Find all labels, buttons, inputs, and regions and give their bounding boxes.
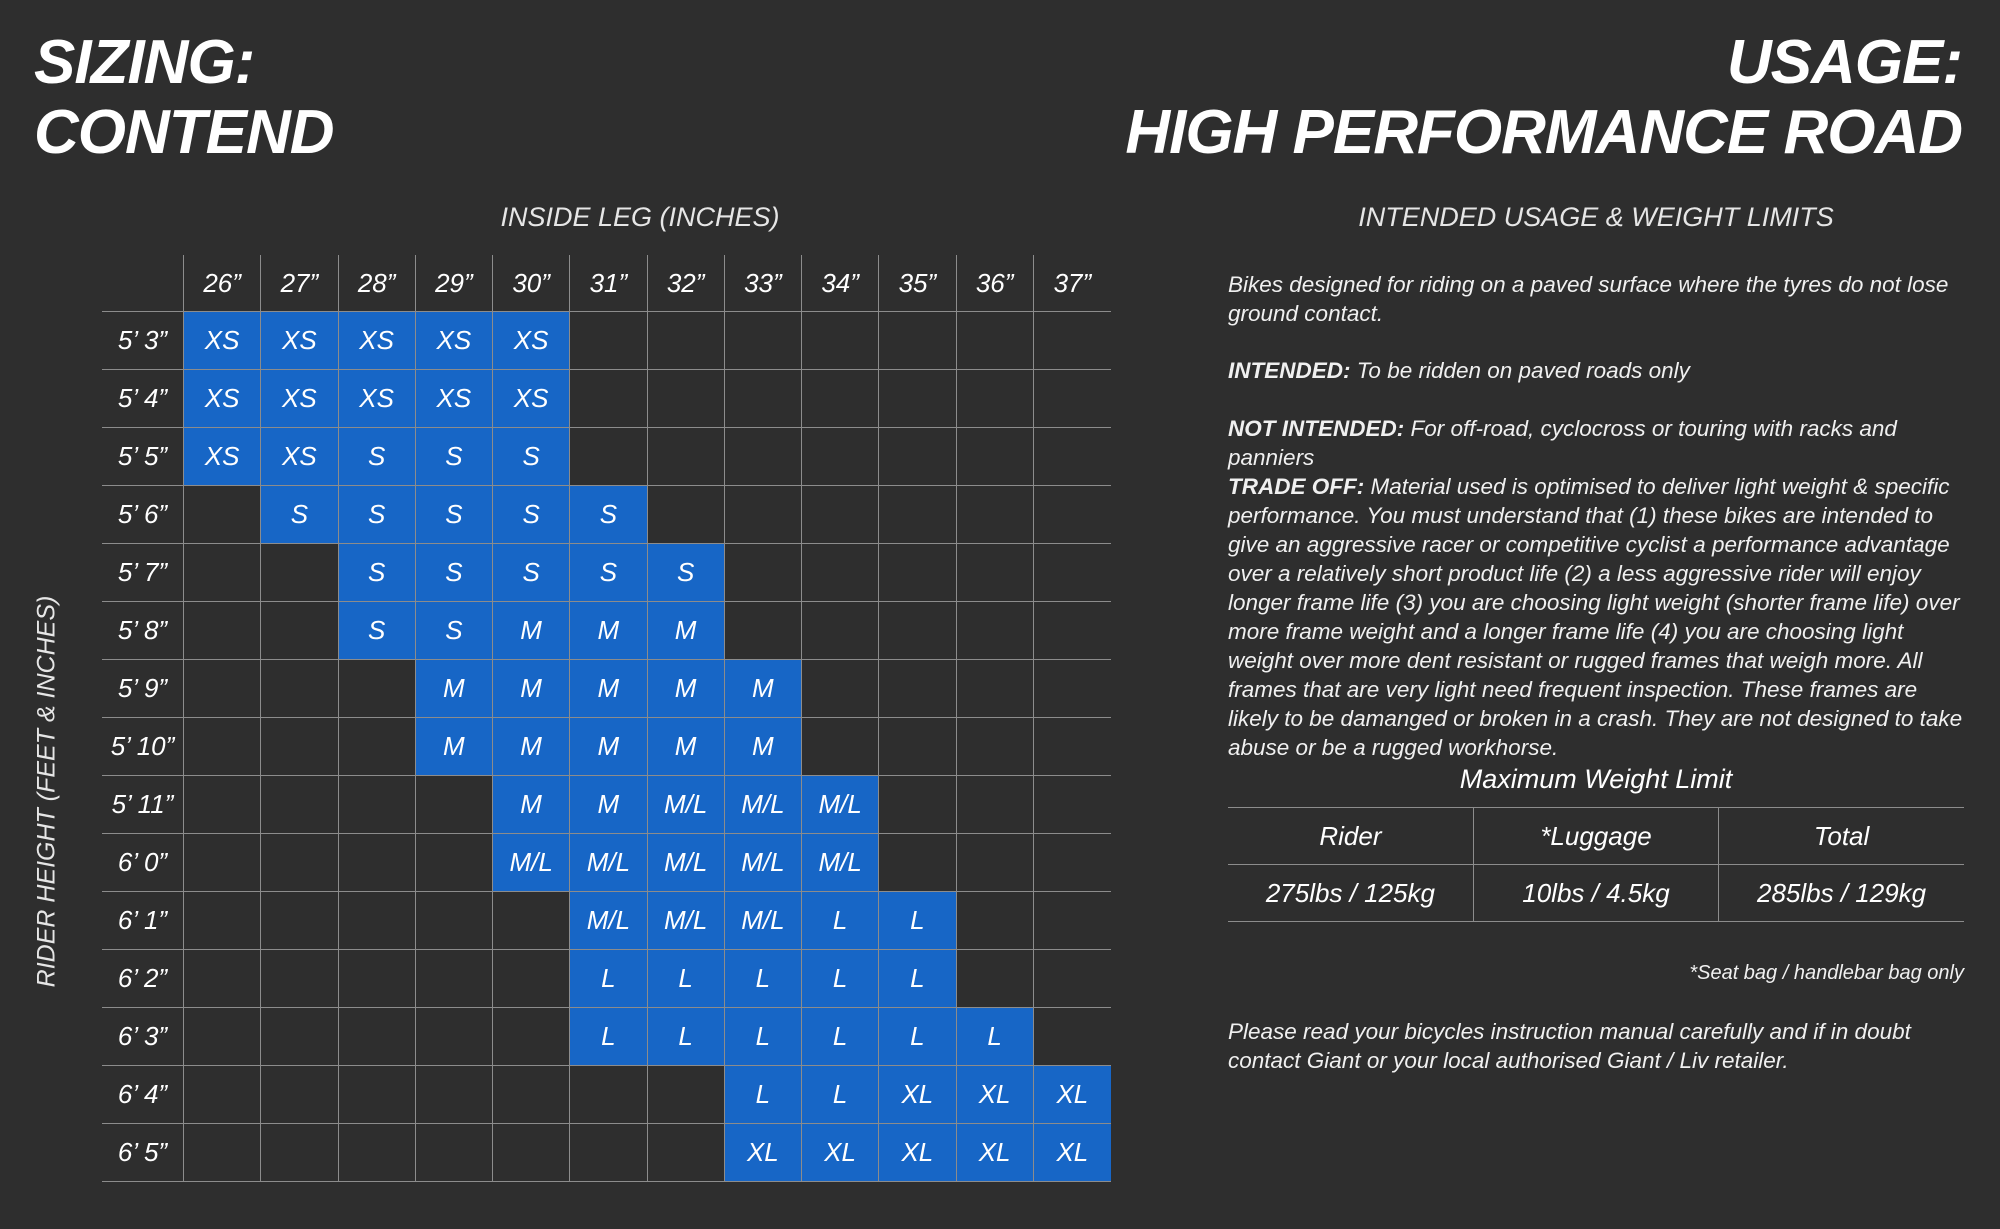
empty-cell [957, 428, 1034, 486]
empty-cell [1034, 1008, 1111, 1066]
empty-cell [261, 892, 338, 950]
size-cell: XS [184, 428, 261, 486]
size-cell: XL [802, 1124, 879, 1182]
usage-title [1125, 28, 1962, 168]
height-row-header: 6’ 2” [102, 950, 184, 1008]
size-cell: L [802, 1008, 879, 1066]
size-cell: S [339, 602, 416, 660]
luggage-footnote: *Seat bag / handlebar bag only [1689, 962, 1964, 984]
size-cell: L [802, 950, 879, 1008]
size-cell: M/L [802, 834, 879, 892]
empty-cell [957, 892, 1034, 950]
empty-cell [261, 602, 338, 660]
empty-cell [802, 312, 879, 370]
size-cell: S [493, 428, 570, 486]
empty-cell [879, 428, 956, 486]
empty-cell [802, 370, 879, 428]
height-row-header: 5’ 4” [102, 370, 184, 428]
size-cell: S [493, 544, 570, 602]
size-cell: M [570, 660, 647, 718]
size-cell: M [416, 660, 493, 718]
weight-header-luggage: *Luggage [1473, 808, 1718, 865]
size-cell: M [570, 776, 647, 834]
empty-cell [879, 544, 956, 602]
height-row-header: 5’ 11” [102, 776, 184, 834]
empty-cell [184, 892, 261, 950]
usage-description: Bikes designed for riding on a paved surface where the tyres do not lose ground contact. [1228, 272, 1949, 326]
empty-cell [339, 718, 416, 776]
empty-cell [879, 602, 956, 660]
empty-cell [339, 950, 416, 1008]
not-intended-text: For off-road, cyclocross or touring with racks and panniers [1228, 416, 1897, 470]
size-cell: S [648, 544, 725, 602]
size-cell: L [725, 1066, 802, 1124]
size-cell: XS [339, 312, 416, 370]
empty-cell [1034, 602, 1111, 660]
empty-cell [416, 892, 493, 950]
empty-cell [802, 602, 879, 660]
empty-cell [339, 1124, 416, 1182]
intended-text: To be ridden on paved roads only [1350, 358, 1690, 383]
size-cell: M/L [648, 834, 725, 892]
empty-cell [339, 1066, 416, 1124]
empty-cell [261, 718, 338, 776]
weight-limit-title: Maximum Weight Limit [1459, 764, 1733, 794]
trade-off-label: TRADE OFF: [1228, 474, 1365, 499]
empty-cell [957, 660, 1034, 718]
empty-cell [957, 544, 1034, 602]
height-row-header: 5’ 9” [102, 660, 184, 718]
leg-column-header: 36” [957, 255, 1034, 312]
leg-column-header: 26” [184, 255, 261, 312]
empty-cell [1034, 370, 1111, 428]
size-cell: M [648, 718, 725, 776]
size-cell: XL [1034, 1066, 1111, 1124]
leg-column-header: 33” [725, 255, 802, 312]
size-cell: L [570, 1008, 647, 1066]
leg-column-header: 30” [493, 255, 570, 312]
empty-cell [570, 1066, 647, 1124]
size-cell: L [802, 1066, 879, 1124]
size-cell: S [261, 486, 338, 544]
leg-column-header: 35” [879, 255, 956, 312]
grid-corner [102, 255, 184, 312]
intended-label: INTENDED: [1228, 358, 1351, 383]
size-cell: L [879, 892, 956, 950]
height-row-header: 5’ 10” [102, 718, 184, 776]
empty-cell [725, 486, 802, 544]
inside-leg-label: INSIDE LEG (INCHES) [500, 202, 780, 232]
empty-cell [1034, 776, 1111, 834]
empty-cell [416, 776, 493, 834]
manual-note: Please read your bicycles instruction manual carefully and if in doubt contact Giant or your local authorised Giant / Liv retailer. [1228, 1019, 1911, 1073]
size-cell: XS [184, 312, 261, 370]
size-cell: M/L [725, 776, 802, 834]
empty-cell [725, 428, 802, 486]
size-cell: L [879, 1008, 956, 1066]
size-cell: M [725, 718, 802, 776]
size-cell: L [648, 950, 725, 1008]
empty-cell [648, 312, 725, 370]
size-cell: M/L [493, 834, 570, 892]
empty-cell [184, 1124, 261, 1182]
empty-cell [261, 776, 338, 834]
height-row-header: 5’ 5” [102, 428, 184, 486]
empty-cell [957, 312, 1034, 370]
not-intended-paragraph [1228, 414, 1963, 472]
leg-column-header: 34” [802, 255, 879, 312]
empty-cell [416, 1066, 493, 1124]
empty-cell [1034, 486, 1111, 544]
leg-column-header: 31” [570, 255, 647, 312]
leg-column-header: 32” [648, 255, 725, 312]
empty-cell [879, 312, 956, 370]
empty-cell [1034, 892, 1111, 950]
usage-title-line-2: HIGH PERFORMANCE ROAD [1125, 98, 1962, 167]
empty-cell [802, 428, 879, 486]
size-cell: XL [957, 1124, 1034, 1182]
empty-cell [493, 1008, 570, 1066]
size-cell: L [570, 950, 647, 1008]
empty-cell [802, 718, 879, 776]
empty-cell [184, 950, 261, 1008]
empty-cell [648, 1124, 725, 1182]
size-cell: S [416, 602, 493, 660]
size-cell: XS [261, 370, 338, 428]
size-cell: M [648, 660, 725, 718]
empty-cell [261, 1124, 338, 1182]
height-row-header: 5’ 3” [102, 312, 184, 370]
weight-value-luggage: 10lbs / 4.5kg [1473, 865, 1718, 922]
leg-column-header: 28” [339, 255, 416, 312]
sizing-title-line-1: SIZING: [34, 28, 255, 97]
empty-cell [339, 834, 416, 892]
empty-cell [339, 660, 416, 718]
empty-cell [184, 1066, 261, 1124]
size-cell: L [957, 1008, 1034, 1066]
size-cell: L [802, 892, 879, 950]
weight-value-row [1228, 865, 1964, 922]
size-cell: XS [339, 370, 416, 428]
size-cell: M [725, 660, 802, 718]
empty-cell [648, 370, 725, 428]
empty-cell [879, 660, 956, 718]
empty-cell [725, 602, 802, 660]
size-cell: M [570, 718, 647, 776]
empty-cell [184, 602, 261, 660]
empty-cell [1034, 660, 1111, 718]
empty-cell [416, 1008, 493, 1066]
weight-limit-table [1228, 807, 1964, 922]
weight-header-total: Total [1719, 808, 1964, 865]
empty-cell [648, 1066, 725, 1124]
height-row-header: 6’ 0” [102, 834, 184, 892]
size-cell: M/L [648, 892, 725, 950]
empty-cell [261, 834, 338, 892]
size-cell: XS [184, 370, 261, 428]
empty-cell [261, 660, 338, 718]
size-cell: M/L [570, 892, 647, 950]
size-cell: S [570, 544, 647, 602]
size-cell: L [725, 1008, 802, 1066]
size-chart-grid [102, 255, 1111, 1182]
size-cell: M [648, 602, 725, 660]
empty-cell [1034, 834, 1111, 892]
empty-cell [570, 312, 647, 370]
empty-cell [648, 428, 725, 486]
size-cell: XS [416, 312, 493, 370]
empty-cell [184, 660, 261, 718]
empty-cell [957, 486, 1034, 544]
empty-cell [879, 776, 956, 834]
empty-cell [957, 950, 1034, 1008]
size-cell: S [416, 428, 493, 486]
empty-cell [184, 718, 261, 776]
size-cell: S [416, 544, 493, 602]
height-row-header: 5’ 6” [102, 486, 184, 544]
empty-cell [725, 312, 802, 370]
empty-cell [957, 834, 1034, 892]
empty-cell [648, 486, 725, 544]
empty-cell [570, 370, 647, 428]
size-cell: M [493, 660, 570, 718]
size-cell: XL [879, 1124, 956, 1182]
height-row-header: 6’ 5” [102, 1124, 184, 1182]
empty-cell [725, 370, 802, 428]
weight-value-rider: 275lbs / 125kg [1228, 865, 1473, 922]
trade-off-paragraph [1228, 472, 1963, 762]
sizing-title-line-2: CONTEND [34, 98, 334, 167]
weight-value-total: 285lbs / 129kg [1719, 865, 1964, 922]
empty-cell [1034, 312, 1111, 370]
weight-header-rider: Rider [1228, 808, 1473, 865]
empty-cell [339, 1008, 416, 1066]
empty-cell [184, 1008, 261, 1066]
size-cell: XS [493, 312, 570, 370]
empty-cell [184, 776, 261, 834]
size-cell: M [493, 776, 570, 834]
empty-cell [184, 834, 261, 892]
size-cell: S [339, 486, 416, 544]
size-cell: M [416, 718, 493, 776]
empty-cell [570, 1124, 647, 1182]
size-cell: XL [957, 1066, 1034, 1124]
empty-cell [570, 428, 647, 486]
size-cell: S [570, 486, 647, 544]
size-cell: S [339, 544, 416, 602]
size-cell: XL [1034, 1124, 1111, 1182]
size-cell: XS [261, 428, 338, 486]
empty-cell [184, 544, 261, 602]
weight-header-row [1228, 808, 1964, 865]
size-cell: XS [493, 370, 570, 428]
size-cell: XL [725, 1124, 802, 1182]
not-intended-label: NOT INTENDED: [1228, 416, 1405, 441]
usage-title-line-1: USAGE: [1726, 28, 1962, 97]
empty-cell [184, 486, 261, 544]
leg-column-header: 37” [1034, 255, 1111, 312]
empty-cell [957, 718, 1034, 776]
height-row-header: 5’ 8” [102, 602, 184, 660]
height-row-header: 6’ 3” [102, 1008, 184, 1066]
size-cell: XL [879, 1066, 956, 1124]
size-cell: M/L [725, 892, 802, 950]
empty-cell [879, 718, 956, 776]
size-cell: M/L [570, 834, 647, 892]
empty-cell [1034, 544, 1111, 602]
empty-cell [493, 950, 570, 1008]
empty-cell [416, 1124, 493, 1182]
empty-cell [261, 950, 338, 1008]
size-cell: M/L [802, 776, 879, 834]
empty-cell [1034, 718, 1111, 776]
size-cell: L [725, 950, 802, 1008]
empty-cell [261, 1066, 338, 1124]
intended-paragraph [1228, 356, 1963, 385]
height-row-header: 6’ 4” [102, 1066, 184, 1124]
empty-cell [957, 602, 1034, 660]
empty-cell [493, 892, 570, 950]
size-cell: M [493, 602, 570, 660]
empty-cell [957, 370, 1034, 428]
empty-cell [261, 544, 338, 602]
leg-column-header: 29” [416, 255, 493, 312]
size-cell: M [570, 602, 647, 660]
empty-cell [1034, 950, 1111, 1008]
empty-cell [416, 834, 493, 892]
empty-cell [1034, 428, 1111, 486]
size-cell: L [879, 950, 956, 1008]
sizing-title [34, 28, 334, 168]
empty-cell [879, 486, 956, 544]
trade-off-text: Material used is optimised to deliver light weight & specific performance. You must understand that (1) these bikes are intended to give an aggressive racer or competitive cyclist a performance advantage over a relatively short product life (2) a less aggressive rider will enjoy longer frame life (3) you are choosing light weight (shorter frame life) over more frame weight and a longer frame life (4) you are choosing light weight over more dent resistant or rugged frames that weigh more. All frames that are very light need frequent inspection. These frames are likely to be damanged or broken in a crash. They are not designed to take abuse or be a rugged workhorse. [1228, 474, 1963, 760]
size-cell: S [493, 486, 570, 544]
size-cell: L [648, 1008, 725, 1066]
leg-column-header: 27” [261, 255, 338, 312]
empty-cell [802, 544, 879, 602]
empty-cell [879, 834, 956, 892]
empty-cell [416, 950, 493, 1008]
empty-cell [802, 660, 879, 718]
empty-cell [339, 892, 416, 950]
empty-cell [957, 776, 1034, 834]
empty-cell [879, 370, 956, 428]
empty-cell [802, 486, 879, 544]
empty-cell [339, 776, 416, 834]
size-cell: S [339, 428, 416, 486]
rider-height-label: RIDER HEIGHT (FEET & INCHES) [32, 595, 61, 988]
size-cell: M/L [725, 834, 802, 892]
size-cell: XS [416, 370, 493, 428]
height-row-header: 5’ 7” [102, 544, 184, 602]
size-cell: M/L [648, 776, 725, 834]
empty-cell [493, 1124, 570, 1182]
empty-cell [261, 1008, 338, 1066]
size-cell: S [416, 486, 493, 544]
empty-cell [493, 1066, 570, 1124]
empty-cell [725, 544, 802, 602]
usage-heading: INTENDED USAGE & WEIGHT LIMITS [1358, 202, 1834, 232]
height-row-header: 6’ 1” [102, 892, 184, 950]
size-cell: XS [261, 312, 338, 370]
size-cell: M [493, 718, 570, 776]
